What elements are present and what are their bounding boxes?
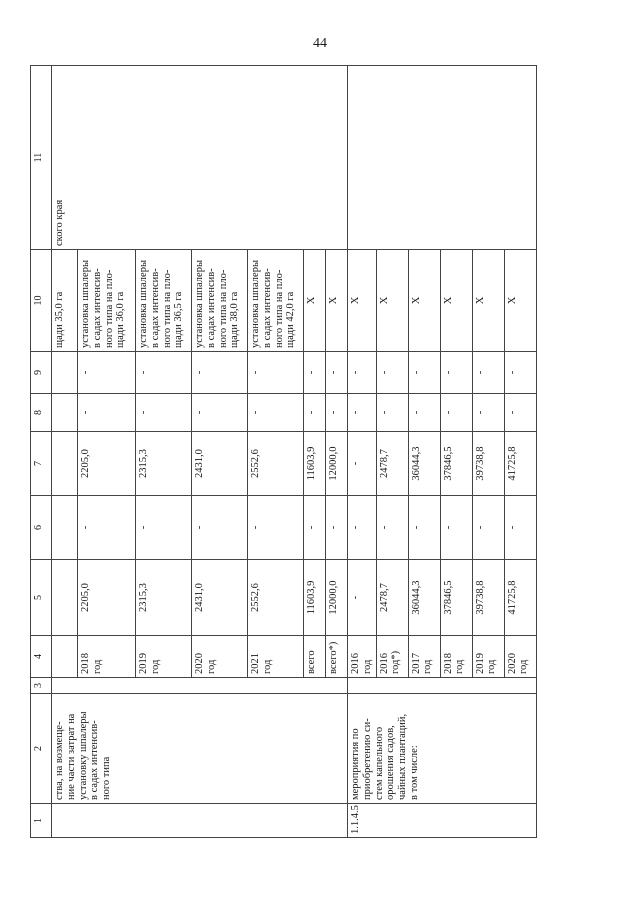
year-cell: 2020 год xyxy=(504,636,536,678)
header-cell: 7 xyxy=(31,432,52,496)
amount-cell: - xyxy=(192,352,248,394)
empty-cell xyxy=(52,678,348,694)
amount-cell: - xyxy=(472,394,504,432)
amount-cell: - xyxy=(440,496,472,560)
amount-cell: 2478,7 xyxy=(376,560,408,636)
amount-cell: 2552,6 xyxy=(248,432,304,496)
block-a xyxy=(52,66,348,838)
amount-cell: - xyxy=(304,496,326,560)
amount-cell: 37846,5 xyxy=(440,432,472,496)
amount-cell: 2315,3 xyxy=(136,432,192,496)
amount-cell: - xyxy=(192,496,248,560)
amount-cell: - xyxy=(348,432,377,496)
amount-cell: 12000,0 xyxy=(326,432,348,496)
amount-cell: 2431,0 xyxy=(192,432,248,496)
table-row xyxy=(52,66,78,838)
year-cell: 2018 год xyxy=(78,636,136,678)
year-cell: 2019 год xyxy=(136,636,192,678)
amount-cell: 41725,8 xyxy=(504,432,536,496)
amount-cell: - xyxy=(248,496,304,560)
amount-cell: 41725,8 xyxy=(504,560,536,636)
amount-cell: 2478,7 xyxy=(376,432,408,496)
header-row xyxy=(31,66,52,838)
header-cell: 4 xyxy=(31,636,52,678)
result-cell: X xyxy=(326,250,348,352)
header-cell: 11 xyxy=(31,66,52,250)
header-cell: 9 xyxy=(31,352,52,394)
header-cell: 5 xyxy=(31,560,52,636)
result-cell: установка шпалеры в садах интенсив- ного типа на пло- щади 38,0 га xyxy=(192,250,248,352)
amount-cell: 2431,0 xyxy=(192,560,248,636)
description-cell: ства, на возмеще- ние части затрат на установку шпалеры в садах интенсив- ного типа xyxy=(52,694,348,804)
amount-cell: - xyxy=(326,496,348,560)
result-cell: X xyxy=(472,250,504,352)
header-cell: 3 xyxy=(31,678,52,694)
header-cell: 2 xyxy=(31,694,52,804)
amount-cell: - xyxy=(472,496,504,560)
year-cell: всего*) xyxy=(326,636,348,678)
amount-cell: 36044,3 xyxy=(408,560,440,636)
amount-cell: 12000,0 xyxy=(326,560,348,636)
amount-cell: - xyxy=(376,394,408,432)
result-cell: X xyxy=(376,250,408,352)
executor-cell: ского края xyxy=(52,66,348,250)
result-cell: X xyxy=(408,250,440,352)
year-cell: 2021 год xyxy=(248,636,304,678)
empty-cell xyxy=(52,432,78,496)
table-row xyxy=(348,66,377,838)
result-cell: X xyxy=(504,250,536,352)
empty-cell xyxy=(52,496,78,560)
amount-cell: - xyxy=(136,496,192,560)
page-number: 44 xyxy=(313,36,327,51)
amount-cell: 39738,8 xyxy=(472,432,504,496)
year-cell: 2020 год xyxy=(192,636,248,678)
amount-cell: - xyxy=(78,394,136,432)
amount-cell: - xyxy=(408,394,440,432)
amount-cell: 39738,8 xyxy=(472,560,504,636)
result-cell: установка шпалеры в садах интенсив- ного типа на пло- щади 42,0 га xyxy=(248,250,304,352)
amount-cell: - xyxy=(348,560,377,636)
amount-cell: - xyxy=(504,394,536,432)
amount-cell: - xyxy=(78,352,136,394)
amount-cell: - xyxy=(348,496,377,560)
program-table xyxy=(30,65,537,838)
row-number-cell: 1.1.4.5 xyxy=(348,804,537,838)
description-cell: мероприятия по приобретению си- стем капельного орошения садов, чайных плантаций, в том числе: xyxy=(348,694,537,804)
year-cell: 2016 год*) xyxy=(376,636,408,678)
empty-cell xyxy=(52,636,78,678)
amount-cell: 2205,0 xyxy=(78,560,136,636)
header-cell: 1 xyxy=(31,804,52,838)
amount-cell: - xyxy=(136,394,192,432)
header-cell: 10 xyxy=(31,250,52,352)
result-cell: щади 35,0 га xyxy=(52,250,78,352)
amount-cell: 2552,6 xyxy=(248,560,304,636)
result-cell: X xyxy=(440,250,472,352)
empty-cell xyxy=(52,560,78,636)
amount-cell: - xyxy=(78,496,136,560)
amount-cell: - xyxy=(348,352,377,394)
amount-cell: 37846,5 xyxy=(440,560,472,636)
result-cell: установка шпалеры в садах интенсив- ного типа на пло- щади 36,5 га xyxy=(136,250,192,352)
amount-cell: - xyxy=(248,394,304,432)
amount-cell: 36044,3 xyxy=(408,432,440,496)
amount-cell: - xyxy=(376,352,408,394)
amount-cell: - xyxy=(408,496,440,560)
amount-cell: 2205,0 xyxy=(78,432,136,496)
amount-cell: - xyxy=(504,352,536,394)
amount-cell: - xyxy=(348,394,377,432)
amount-cell: - xyxy=(304,394,326,432)
year-cell: 2018 год xyxy=(440,636,472,678)
amount-cell: - xyxy=(504,496,536,560)
year-cell: 2019 год xyxy=(472,636,504,678)
amount-cell: - xyxy=(248,352,304,394)
amount-cell: - xyxy=(192,394,248,432)
amount-cell: - xyxy=(136,352,192,394)
empty-cell xyxy=(52,352,78,394)
amount-cell: - xyxy=(376,496,408,560)
amount-cell: - xyxy=(326,394,348,432)
year-cell: всего xyxy=(304,636,326,678)
year-cell: 2017 год xyxy=(408,636,440,678)
result-cell: установка шпалеры в садах интенсив- ного типа на пло- щади 36,0 га xyxy=(78,250,136,352)
amount-cell: - xyxy=(326,352,348,394)
amount-cell: 2315,3 xyxy=(136,560,192,636)
amount-cell: - xyxy=(440,394,472,432)
rotated-table-container xyxy=(30,66,530,838)
amount-cell: - xyxy=(472,352,504,394)
result-cell: X xyxy=(348,250,377,352)
amount-cell: - xyxy=(440,352,472,394)
year-cell: 2016 год xyxy=(348,636,377,678)
amount-cell: 11603,9 xyxy=(304,432,326,496)
result-cell: X xyxy=(304,250,326,352)
empty-cell xyxy=(52,394,78,432)
amount-cell: - xyxy=(304,352,326,394)
row-number-cell xyxy=(52,804,348,838)
executor-cell xyxy=(348,66,537,250)
amount-cell: 11603,9 xyxy=(304,560,326,636)
empty-cell xyxy=(348,678,537,694)
block-b xyxy=(348,66,537,838)
header-cell: 8 xyxy=(31,394,52,432)
header-cell: 6 xyxy=(31,496,52,560)
amount-cell: - xyxy=(408,352,440,394)
